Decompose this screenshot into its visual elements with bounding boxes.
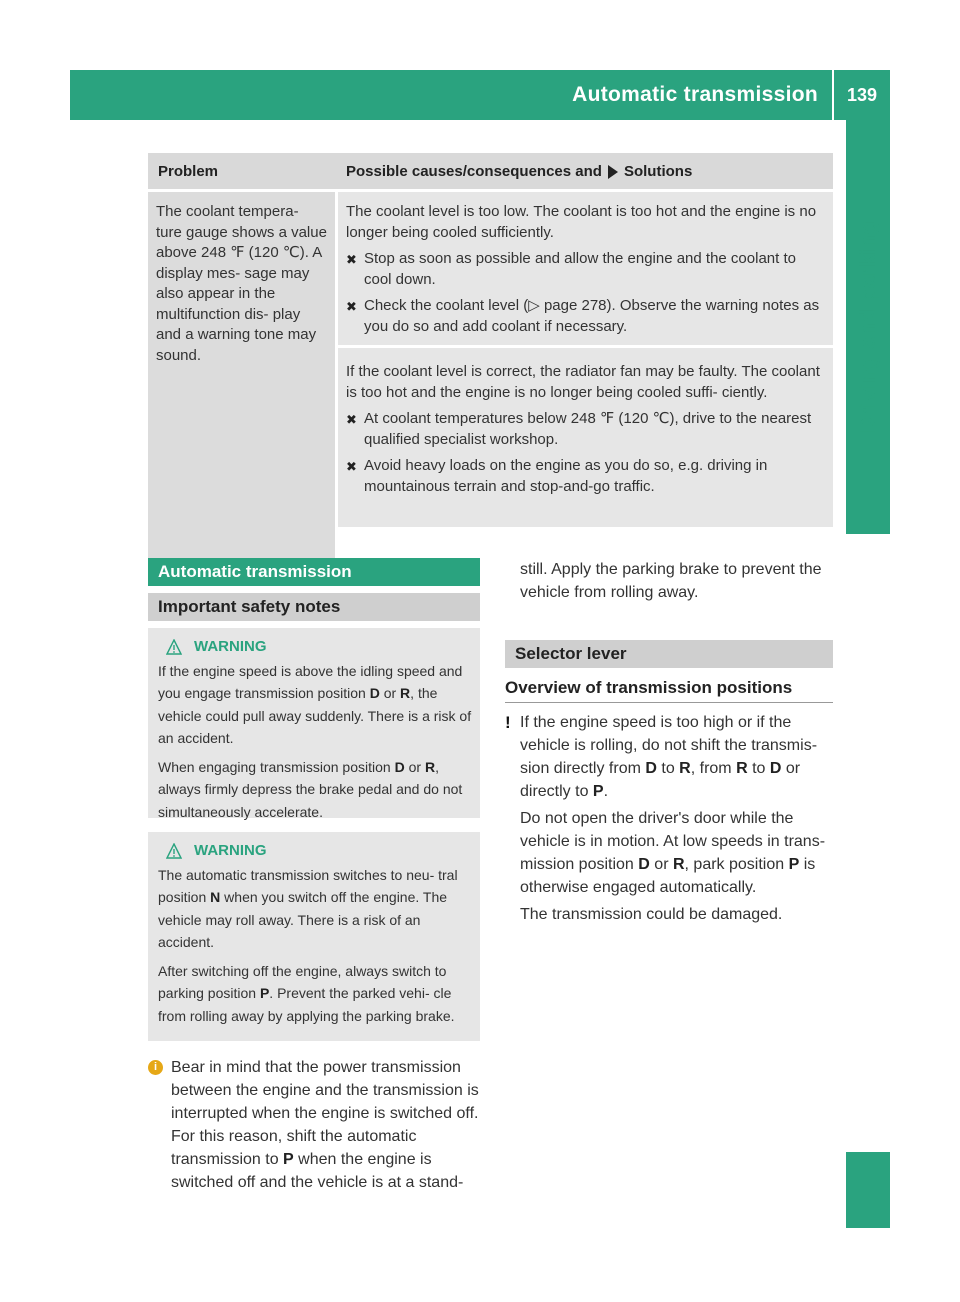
text-run: is otherwise engaged automatically. bbox=[520, 856, 816, 896]
solution-block-2 bbox=[338, 348, 833, 527]
text-run: or bbox=[649, 856, 673, 873]
position-r: R bbox=[736, 760, 748, 777]
problem-table bbox=[148, 153, 833, 558]
arrow-right-icon bbox=[608, 165, 618, 179]
text-run: when you switch off the engine. The vehicle may roll away. There is a risk of an accident. bbox=[158, 889, 448, 950]
step-x-icon: ✖ bbox=[346, 252, 357, 267]
page-header bbox=[70, 70, 890, 120]
warning-paragraph bbox=[158, 756, 472, 824]
position-d: D bbox=[638, 856, 650, 873]
text-run: , the vehicle could pull away suddenly. There is a risk of an accident. bbox=[158, 685, 472, 746]
text-run: Do not open the driver's door while the vehicle is in motion. At low speeds in trans- mission position bbox=[520, 810, 826, 873]
position-d: D bbox=[369, 685, 380, 701]
table-header bbox=[148, 153, 833, 189]
col-problem-header: Problem bbox=[158, 163, 219, 180]
page-number: 139 bbox=[846, 84, 878, 105]
position-r: R bbox=[679, 760, 691, 777]
warning-box-2 bbox=[148, 832, 480, 1041]
warning-title bbox=[158, 636, 472, 659]
warning-paragraph bbox=[158, 864, 472, 954]
step-text: At coolant temperatures below 248 ℉ (120 ℃), drive to the nearest qualified specialist workshop. bbox=[364, 410, 812, 448]
note-row bbox=[505, 711, 835, 803]
caution-note bbox=[505, 711, 835, 930]
exclamation-icon: ! bbox=[505, 713, 511, 732]
solution-intro: The coolant level is too low. The coolant is too hot and the engine is no longer being cooled sufficiently. bbox=[346, 203, 817, 241]
text-run: or bbox=[404, 758, 425, 775]
solution-step bbox=[346, 249, 825, 290]
note-text bbox=[520, 711, 835, 803]
text-run: If the engine speed is above the idling speed and you engage transmission position bbox=[158, 662, 463, 701]
table-row bbox=[148, 192, 833, 558]
position-d: D bbox=[769, 760, 782, 777]
col-solutions-header-text: Possible causes/consequences and bbox=[346, 163, 602, 180]
col-solutions-header-suffix: Solutions bbox=[623, 163, 693, 180]
note-paragraph: The transmission could be damaged. bbox=[520, 906, 783, 923]
text-run: , park position bbox=[684, 856, 789, 873]
step-text: Stop as soon as possible and allow the engine and the coolant to cool down. bbox=[364, 250, 796, 288]
note-paragraph bbox=[520, 807, 835, 899]
warning-title-text: WARNING bbox=[194, 842, 267, 859]
step-text: Avoid heavy loads on the engine as you do so, e.g. driving in mountainous terrain and stop-and-go traffic. bbox=[364, 457, 768, 495]
solution-block-1 bbox=[338, 192, 833, 345]
solution-step bbox=[346, 456, 825, 497]
text-run: , always firmly depress the brake pedal and do not simultaneously accelerate. bbox=[158, 758, 463, 820]
text-run: to bbox=[656, 760, 680, 777]
solution-step bbox=[346, 409, 825, 450]
info-text bbox=[171, 1056, 480, 1194]
heading-divider bbox=[505, 702, 833, 703]
section-title: Automatic transmission bbox=[148, 558, 480, 586]
position-p: P bbox=[259, 985, 270, 1001]
selector-lever-heading: Selector lever bbox=[505, 640, 833, 668]
chapter-marker bbox=[846, 1152, 890, 1228]
info-note bbox=[148, 1056, 480, 1194]
text-run: when the engine is switched off and the vehicle is at a stand- bbox=[171, 1151, 464, 1191]
warning-title-text: WARNING bbox=[194, 638, 267, 655]
step-text: Check the coolant level (▷ page 278). Observe the warning notes as you do so and add coolant if necessary. bbox=[364, 297, 820, 335]
warning-triangle-icon bbox=[166, 639, 182, 655]
text-run: . bbox=[603, 783, 609, 800]
position-p: P bbox=[592, 783, 604, 800]
solution-intro: If the coolant level is correct, the radiator fan may be faulty. The coolant is too hot and the engine is no longer being cooled suffi- ciently. bbox=[346, 363, 820, 401]
warning-paragraph bbox=[158, 960, 472, 1028]
text-run: , from bbox=[690, 760, 737, 777]
text-run: The automatic transmission switches to neu- tral position bbox=[158, 866, 458, 905]
position-d: D bbox=[645, 760, 657, 777]
position-r: R bbox=[400, 685, 411, 701]
text-run: When engaging transmission position bbox=[158, 758, 395, 775]
text-run: . Prevent the parked vehi- cle from rolling away by applying the parking brake. bbox=[158, 985, 455, 1024]
warning-triangle-icon bbox=[166, 843, 182, 859]
step-x-icon: ✖ bbox=[346, 299, 357, 314]
warning-title bbox=[158, 840, 472, 863]
info-row bbox=[148, 1056, 480, 1194]
safety-notes-heading: Important safety notes bbox=[148, 593, 480, 621]
problem-cell: The coolant tempera- ture gauge shows a value above 248 ℉ (120 ℃). A display mes- sage may also appear in the multifunction dis- play and a warning tone may sound. bbox=[148, 192, 335, 558]
position-p: P bbox=[283, 1151, 294, 1168]
text-run: or bbox=[379, 685, 401, 701]
continued-text: still. Apply the parking brake to prevent the vehicle from rolling away. bbox=[520, 561, 822, 601]
position-d: D bbox=[394, 758, 405, 775]
text-run: If the engine speed is too high or if the vehicle is rolling, do not shift the transmis- sion directly from bbox=[520, 714, 818, 777]
position-r: R bbox=[672, 856, 685, 873]
text-run: to bbox=[747, 760, 770, 777]
position-n: N bbox=[210, 889, 221, 905]
step-x-icon: ✖ bbox=[346, 412, 357, 427]
text-run: Bear in mind that the power transmission between the engine and the transmission is interrupted when the engine is switched off. For this reason, shift the automatic transmission to bbox=[171, 1059, 479, 1168]
solutions-cell bbox=[338, 192, 833, 558]
header-title: Automatic transmission bbox=[572, 83, 818, 106]
text-run: or directly to bbox=[520, 760, 801, 800]
text-run: After switching off the engine, always switch to parking position bbox=[158, 962, 447, 1001]
position-r: R bbox=[424, 758, 436, 775]
chapter-label: Driving and parking bbox=[855, 220, 880, 434]
overview-heading: Overview of transmission positions bbox=[505, 678, 793, 697]
warning-paragraph bbox=[158, 660, 472, 750]
warning-box-1 bbox=[148, 628, 480, 818]
col-solutions-header bbox=[338, 153, 833, 189]
info-icon: i bbox=[148, 1060, 163, 1075]
solution-step bbox=[346, 296, 825, 337]
step-x-icon: ✖ bbox=[346, 459, 357, 474]
position-p: P bbox=[788, 856, 800, 873]
